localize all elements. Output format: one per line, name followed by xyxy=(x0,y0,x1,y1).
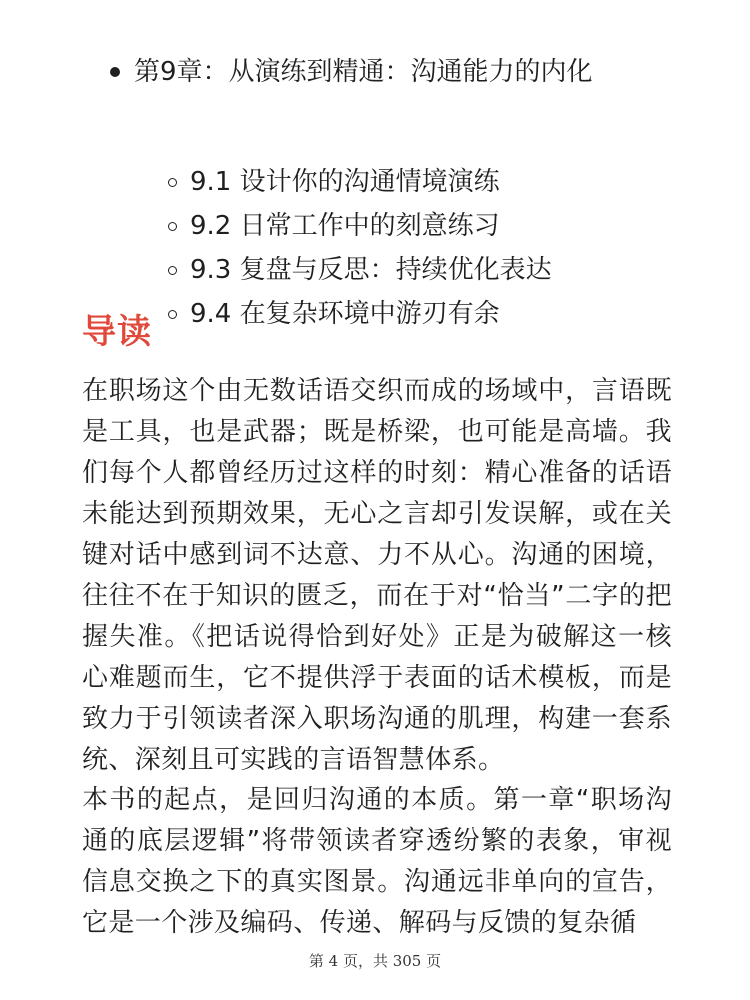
circle-bullet-icon xyxy=(168,310,177,319)
section-item xyxy=(168,248,552,292)
intro-heading: 导读 xyxy=(82,312,152,352)
section-label: 9.3 复盘与反思：持续优化表达 xyxy=(190,255,552,285)
chapter-item xyxy=(100,52,720,329)
section-label: 9.4 在复杂环境中游刃有余 xyxy=(190,299,500,329)
section-item xyxy=(168,292,552,336)
section-label: 9.1 设计你的沟通情境演练 xyxy=(190,167,500,197)
circle-bullet-icon xyxy=(168,178,177,187)
intro-paragraph-1: 在职场这个由无数话语交织而成的场域中，言语既是工具，也是武器；既是桥梁，也可能是高墙。我们每个人都曾经历过这样的时刻：精心准备的话语未能达到预期效果，无心之言却引发误解，或在关键对话中感到词不达意、力不从心。沟通的困境，往往不在于知识的匮乏，而在于对“恰当”二字的把握失准。《把话说得恰到好处》正是为破解这一核心难题而生，它不提供浮于表面的话术模板，而是致力于引领读者深入职场沟通的肌理，构建一套系统、深刻且可实践的言语智慧体系。 xyxy=(82,376,672,775)
section-list xyxy=(168,160,552,336)
chapter-outline xyxy=(100,52,720,329)
circle-bullet-icon xyxy=(168,266,177,275)
intro-paragraph-2: 本书的起点，是回归沟通的本质。第一章“职场沟通的底层逻辑”将带领读者穿透纷繁的表象，审视信息交换之下的真实图景。沟通远非单向的宣告，它是一个涉及编码、传递、解码与反馈的复杂循 xyxy=(82,785,672,938)
chapter-title: 第9章：从演练到精通：沟通能力的内化 xyxy=(134,57,593,87)
bullet-dot-icon xyxy=(110,67,120,77)
section-item xyxy=(168,160,552,204)
section-label: 9.2 日常工作中的刻意练习 xyxy=(190,211,500,241)
page-footer: 第 4 页，共 305 页 xyxy=(308,952,442,970)
section-item xyxy=(168,204,552,248)
circle-bullet-icon xyxy=(168,222,177,231)
